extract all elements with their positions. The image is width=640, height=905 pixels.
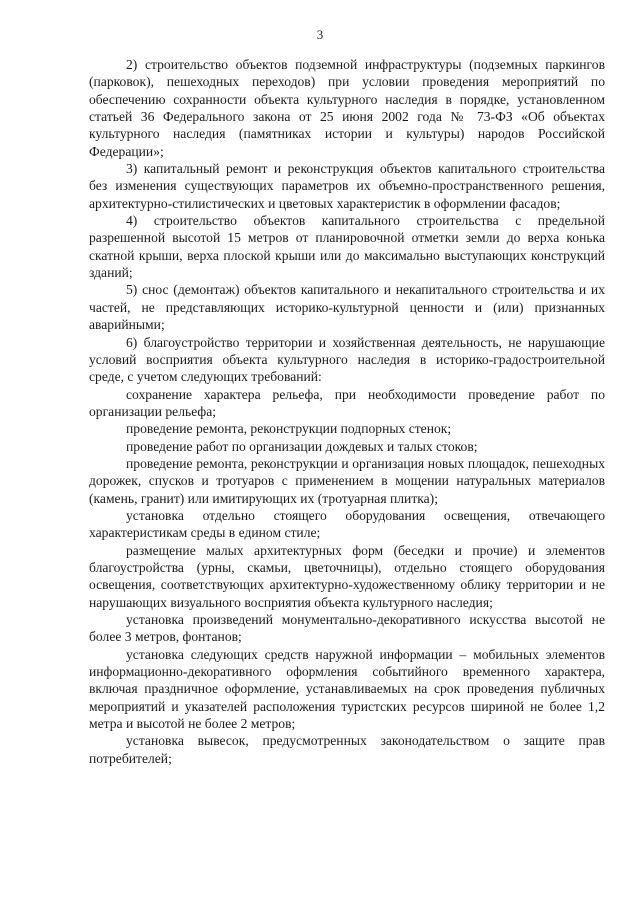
- requirement-small-forms: размещение малых архитектурных форм (беседки и прочие) и элементов благоустройства (урны, скамьи, цветочницы), отдельно стоящего оборудования освещения, соответствующих архитектурно-художественному облику территории и не нарушающих визуального восприятия объекта культурного наследия;: [89, 542, 605, 610]
- requirement-retaining-walls: проведение ремонта, реконструкции подпорных стенок;: [126, 421, 452, 437]
- requirement-drainage: проведение работ по организации дождевых и талых стоков;: [126, 438, 478, 454]
- paragraph-item-2: 2) строительство объектов подземной инфраструктуры (подземных паркингов (парковок), пешеходных переходов) при условии проведения мероприятий по обеспечению сохранности объекта культурного наследия в порядке, установленном статьей 36 Федерального закона от 25 июня 2002 года № 73-ФЗ «Об объектах культурного наследия (памятниках истории и культуры) народов Российской Федерации»;: [89, 57, 605, 159]
- paragraph-item-3: 3) капитальный ремонт и реконструкция объектов капитального строительства без изменения существующих параметров их объемно-пространственного решения, архитектурно-стилистических и цветовых характеристик в оформлении фасадов;: [89, 161, 605, 211]
- requirement-outdoor-info: установка следующих средств наружной информации – мобильных элементов информационно-декоративного оформления событийного временного характера, включая праздничное оформление, устанавливаемых на срок проведения публичных мероприятий и указателей расположения туристских ресурсов шириной не более 1,2 метра и высотой не более 2 метров;: [89, 646, 605, 732]
- requirement-relief: сохранение характера рельефа, при необходимости проведение работ по организации рельефа;: [89, 386, 605, 419]
- requirement-monumental-art: установка произведений монументально-декоративного искусства высотой не более 3 метров, фонтанов;: [89, 612, 605, 645]
- requirement-signboards: установка вывесок, предусмотренных законодательством о защите прав потребителей;: [89, 733, 605, 766]
- requirement-paving: проведение ремонта, реконструкции и организация новых площадок, пешеходных дорожек, спусков и тротуаров с применением в мощении натуральных материалов (камень, гранит) или имитирующих их (тротуарная плитка);: [89, 455, 605, 506]
- requirement-lighting: установка отдельно стоящего оборудования освещения, отвечающего характеристикам среды в едином стиле;: [89, 507, 605, 541]
- page-number: 3: [316, 27, 324, 42]
- paragraph-item-4: 4) строительство объектов капитального строительства с предельной разрешенной высотой 15 метров от планировочной отметки земли до верха конька скатной крыши, верха плоской крыши или до максимально выступающих конструкций зданий;: [89, 213, 605, 281]
- paragraph-item-5: 5) снос (демонтаж) объектов капитального и некапитального строительства и их частей, не представляющих историко-культурной ценности и (или) признанных аварийными;: [89, 282, 605, 333]
- document-body: [89, 56, 605, 767]
- paragraph-item-6: 6) благоустройство территории и хозяйственная деятельность, не нарушающие условий восприятия объекта культурного наследия в историко-градостроительной среде, с учетом следующих требований:: [89, 334, 605, 385]
